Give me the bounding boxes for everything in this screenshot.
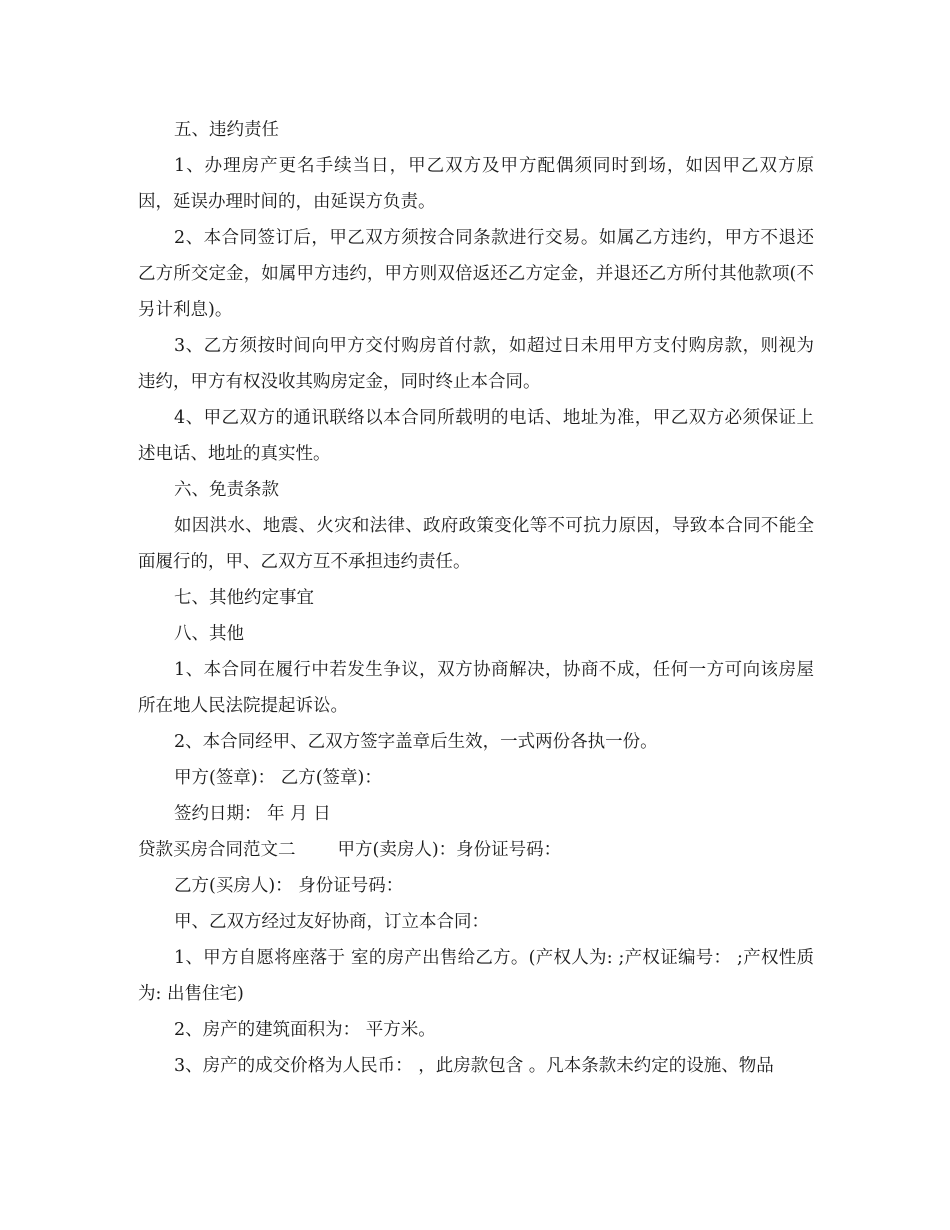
clause-paragraph: 1、甲方自愿将座落于 室的房产出售给乙方。(产权人为: ;产权证编号： ;产权性质为: 出售住宅) [138,948,814,1004]
buyer-line: 乙方(买房人)： 身份证号码： [174,876,404,896]
document-body [138,112,814,1084]
second-contract-header [138,832,814,868]
signature-line: 甲方(签章)： 乙方(签章)： [174,768,382,788]
section-heading-other: 八、其他 [174,624,244,644]
second-contract-title: 贷款买房合同范文二 [138,840,296,860]
clause-paragraph: 4、甲乙双方的通讯联络以本合同所载明的电话、地址为准，甲乙双方必须保证上述电话、地址的真实性。 [138,408,814,464]
section-heading-breach: 五、违约责任 [174,120,279,140]
seller-line: 甲方(卖房人)：身份证号码： [337,840,562,860]
clause-paragraph: 3、乙方须按时间向甲方交付购房首付款，如超过日未用甲方支付购房款，则视为违约，甲方有权没收其购房定金，同时终止本合同。 [138,336,814,392]
clause-paragraph: 1、办理房产更名手续当日，甲乙双方及甲方配偶须同时到场，如因甲乙双方原因，延误办理时间的，由延误方负责。 [138,156,814,212]
clause-paragraph: 1、本合同在履行中若发生争议，双方协商解决，协商不成，任何一方可向该房屋所在地人民法院提起诉讼。 [138,660,814,716]
clause-paragraph: 2、房产的建筑面积为： 平方米。 [174,1020,436,1040]
clause-paragraph: 如因洪水、地震、火灾和法律、政府政策变化等不可抗力原因，导致本合同不能全面履行的，甲、乙双方互不承担违约责任。 [138,516,814,572]
sign-date-line: 签约日期： 年 月 日 [174,804,331,824]
section-heading-exemption: 六、免责条款 [174,480,279,500]
section-heading-other-agreements: 七、其他约定事宜 [174,588,314,608]
clause-paragraph: 2、本合同经甲、乙双方签字盖章后生效，一式两份各执一份。 [174,732,658,752]
clause-paragraph: 3、房产的成交价格为人民币： ，此房款包含 。凡本条款未约定的设施、物品 [174,1056,774,1076]
contract-intro: 甲、乙双方经过友好协商，订立本合同： [174,912,489,932]
clause-paragraph: 2、本合同签订后，甲乙双方须按合同条款进行交易。如属乙方违约，甲方不退还乙方所交定金，如属甲方违约，甲方则双倍返还乙方定金，并退还乙方所付其他款项(不另计利息)。 [138,228,814,320]
